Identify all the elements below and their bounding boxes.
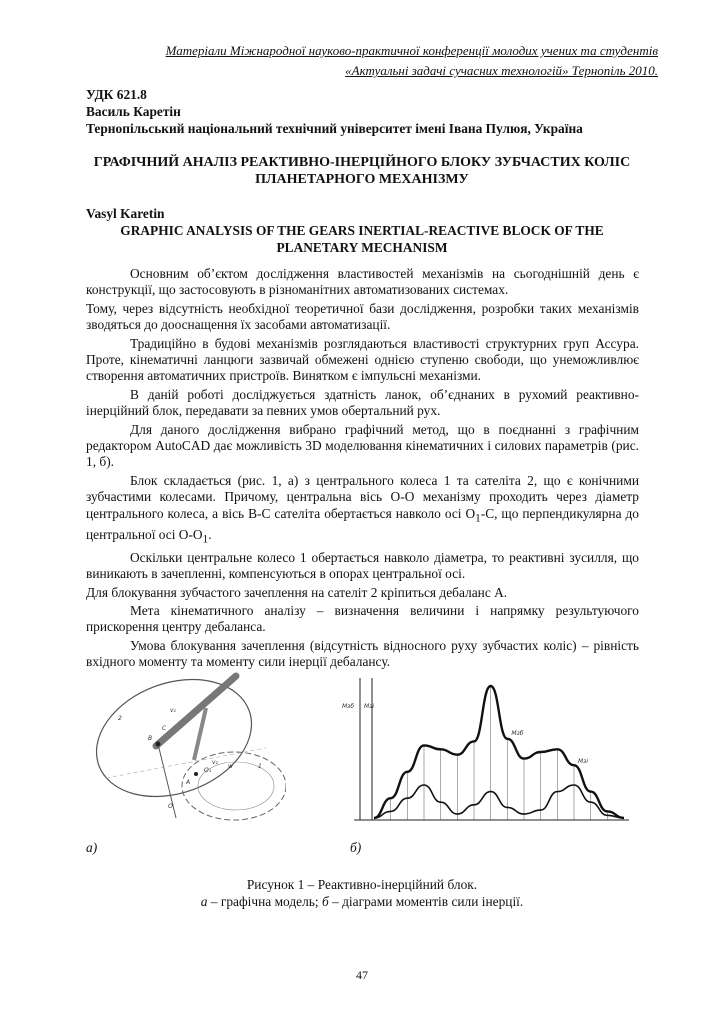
paragraph-9: Мета кінематичного аналізу – визначення величини і напрямку результуючого прискорення центру дебаланса.	[86, 603, 639, 635]
point-a-marker	[194, 772, 198, 776]
figure-label-b: б)	[350, 840, 362, 855]
article-meta	[86, 86, 646, 137]
paragraph-4: В даній роботі досліджується здатність ланок, об’єднаних в рухомий реактивно-інерційний блок, передавати за певних умов обертальний рух.	[86, 386, 639, 419]
header-year: 2010.	[625, 63, 658, 78]
paragraph-10: Умова блокування зачеплення (відсутність відносного руху зубчастих коліс) – рівність вхідного моменту та моменту сили інерції дебалансу.	[86, 637, 639, 670]
label-v1: v₁	[170, 707, 176, 714]
paragraph-6	[86, 473, 639, 548]
figure-caption	[86, 876, 638, 910]
point-b-marker	[156, 742, 161, 747]
label-c: C	[162, 725, 167, 732]
title-english: GRAPHIC ANALYSIS OF THE GEARS INERTIAL-REACTIVE BLOCK OF THE PLANETARY MECHANISM	[120, 223, 604, 255]
author-name: Василь Каретін	[86, 104, 181, 119]
paragraph-3: Традиційно в будові механізмів розглядаються властивості структурних груп Ассура. Проте, кінематичні ланцюги зазвичай обмежені однією ступеню свободи, що унеможливлює створення автоматичних пристроїв. Винятком є імпульсні механізми.	[86, 335, 639, 384]
paragraph-7: Оскільки центральне колесо 1 обертається навколо діаметра, то реактивні зусилля, що виникають в зачепленні, компенсуються в опорах центральної осі.	[86, 549, 639, 582]
label-b: B	[148, 735, 153, 742]
label-a: A	[186, 779, 191, 786]
gear-block-drawing	[86, 668, 286, 834]
header-line-1: Матеріали Міжнародної науково-практичної конференції молодих учених та студентів	[165, 43, 658, 58]
subscript-2: 1	[202, 533, 209, 546]
label-w: w	[228, 763, 233, 770]
caption-b-text: – діаграми моментів сили інерції.	[328, 894, 524, 909]
caption-a-text: – графічна модель;	[207, 894, 322, 909]
paragraph-8: Для блокування зубчастого зачеплення на сателіт 2 кріпиться дебаланс А.	[86, 584, 508, 600]
paragraph-6-part-b: -С, що перпендикулярна до центральної осі О-О	[86, 505, 639, 542]
figure-1	[86, 668, 646, 858]
paragraph-2: Тому, через відсутність необхідної теоретичної бази дослідження, розробки таких механізмів зводяться до дооснащення їх засобами автоматизації.	[86, 300, 639, 333]
figure-label-a: а)	[86, 840, 98, 855]
title-ukrainian: ГРАФІЧНИЙ АНАЛІЗ РЕАКТИВНО-ІНЕРЦІЙНОГО БЛОКУ ЗУБЧАСТИХ КОЛІС ПЛАНЕТАРНОГО МЕХАНІЗМУ	[93, 155, 631, 187]
y-label-mzb: Мзб	[342, 703, 355, 710]
caption-line-1: Рисунок 1 – Реактивно-інерційний блок.	[246, 877, 478, 892]
label-v2: v₂	[212, 759, 218, 766]
udc-code: УДК 621.8	[86, 87, 147, 102]
affiliation: Тернопільський національний технічний університет імені Івана Пулюя, Україна	[86, 121, 583, 136]
axis-o-line	[158, 744, 176, 818]
caption-b-letter: б	[321, 894, 329, 909]
header-line-2	[58, 61, 658, 81]
y-label-mzi: Мзі	[364, 703, 375, 710]
moment-diagram-chart	[334, 668, 634, 834]
page-number: 47	[356, 968, 368, 982]
shaft-bc	[156, 676, 236, 746]
series-label-2: Мзі	[578, 758, 589, 765]
paragraph-6-part-a: Блок складається (рис. 1, а) з центрального колеса 1 та сателіта 2, що є конічними зубчастими колесами. Причому, центральна вісь О-О механізму проходить через діаметр центрального колеса, а вісь В-С сателіта обертається навколо осі О	[86, 472, 639, 521]
paragraph-5: Для даного дослідження вибрано графічний метод, що в поєднанні з графічним редактором AutoCAD дає можливість 3D моделювання кінематичних і силових параметрів (рис. 1, б).	[86, 421, 639, 470]
label-wheel-2: 2	[118, 715, 122, 722]
chart-series-group	[374, 686, 624, 818]
label-o1: O₁	[204, 767, 212, 774]
paragraph-1: Основним об’єктом дослідження властивостей механізмів на сьогоднішній день є конструкції, що застосовують в різноманітних автоматизованих системах.	[86, 266, 639, 298]
label-o: O	[168, 803, 173, 810]
paragraph-6-part-c: .	[208, 526, 212, 542]
running-header	[58, 41, 658, 81]
header-conference: «Актуальні задачі сучасних технологій» Тернопіль	[345, 63, 626, 78]
series-label-1: Мзб	[511, 729, 524, 737]
author-name-english: Vasyl Karetin	[86, 206, 165, 221]
satellite-wheel-outline	[86, 668, 268, 817]
subscript-1: 1	[475, 512, 481, 525]
article-body	[86, 266, 639, 673]
label-wheel-1: 1	[258, 763, 262, 770]
caption-a-letter: а	[200, 894, 208, 909]
caption-line-2	[86, 893, 638, 910]
